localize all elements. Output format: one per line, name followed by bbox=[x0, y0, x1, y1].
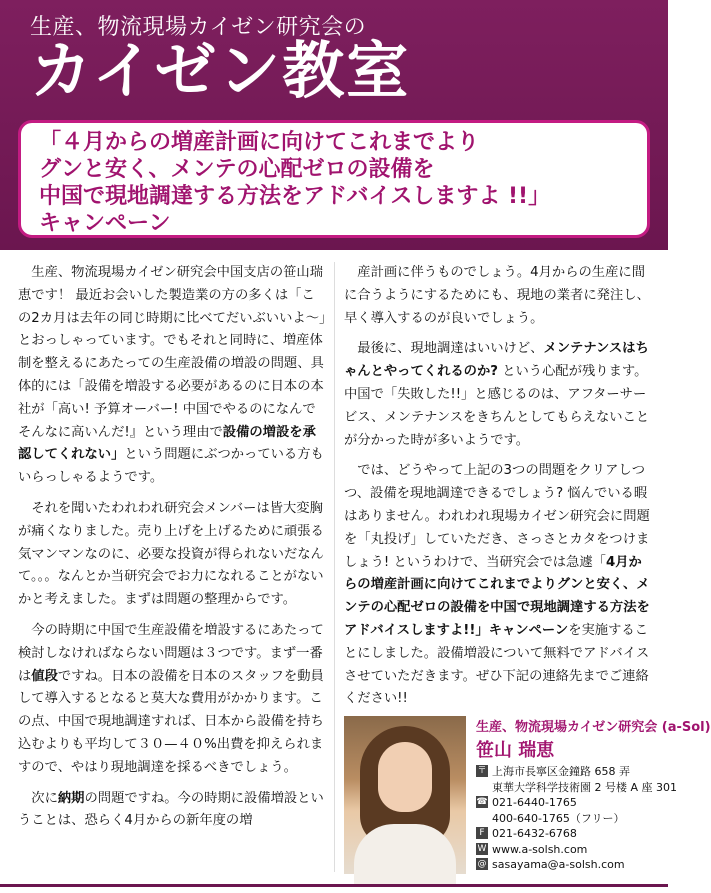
text-run: ですね。日本の設備を日本のスタッフを動員して導入するとなると莫大な費用がかかります。この点、中国で現地調達すれば、日本から設備を持ち込むよりも平均して３０—４０%出費を抑えられますので、やはり現地調達を採るべきでしょう。 bbox=[18, 668, 324, 775]
spacer-icon bbox=[476, 812, 488, 824]
bottom-rule bbox=[0, 884, 668, 887]
contact-text: sasayama@a-solsh.com bbox=[492, 858, 625, 871]
article-paragraph bbox=[18, 498, 328, 612]
bold-text: 値段 bbox=[31, 668, 58, 684]
column-divider bbox=[334, 262, 335, 872]
text-run: という心配が残ります。中国で「失敗した!!」と感じるのは、アフターサービス、メンテナンスをきちんとしてもらえないことが分かった時が多いようです。 bbox=[344, 364, 650, 448]
article-paragraph bbox=[344, 262, 654, 330]
author-name: 笹山 瑞恵 bbox=[476, 740, 555, 761]
contact-row bbox=[476, 795, 677, 811]
article-column-left bbox=[18, 262, 328, 833]
contact-row bbox=[476, 764, 677, 780]
email-icon: @ bbox=[477, 859, 487, 869]
web-icon: W bbox=[477, 843, 487, 854]
bold-text: 4月からの増産計画に向けてこれまでよりグンと安く、メンテの心配ゼロの設備を中国で現地調達する方法をアドバイスしますよ!!」キャンペーン bbox=[344, 554, 650, 638]
text-run: という問題にぶつかっている方もいらっしゃるようです。 bbox=[18, 447, 324, 486]
contact-text: 上海市長寧区金鐘路 658 弄 bbox=[492, 765, 630, 778]
article-paragraph bbox=[344, 460, 654, 711]
text-run: 生産、物流現場カイゼン研究会中国支店の笹山瑞恵です！ 最近お会いした製造業の方の多くは「この2カ月は去年の同じ時期に比べてだいぶいいよ〜」とおっしゃっています。でもそれと同時に、増産体制を整えるにあたっての生産設備の増設の問題、具体的には「設備を増設する必要があるのに日本の本社が「高い! 予算オーバー! 中国でやるのになんでそんなに高いんだ!』という理由で bbox=[18, 265, 326, 440]
campaign-line-1: 「４月からの増産計画に向けてこれまでより bbox=[39, 130, 480, 155]
address-icon: 〒 bbox=[477, 766, 487, 776]
bold-text: 設備の増設を承認してくれない」 bbox=[18, 424, 316, 463]
contact-row bbox=[476, 842, 677, 858]
article-paragraph bbox=[18, 620, 328, 780]
text-run: それを聞いたわれわれ研究会メンバーは皆大変胸が痛くなりました。売り上げを上げるために頑張る気マンマンなのに、必要な投資が得られないだなんて。。。なんとか当研究会でお力になれることがないかと考えました。まずは問題の整理からです。 bbox=[18, 500, 324, 608]
contact-text: 400-640-1765（フリー） bbox=[492, 811, 625, 825]
series-title: カイゼン教室 bbox=[30, 34, 411, 107]
text-run: 今の時期に中国で生産設備を増設するにあたって検討しなければならない問題は３つです。まず一番は bbox=[18, 622, 324, 684]
contact-text: 021-6432-6768 bbox=[492, 827, 577, 840]
article-paragraph bbox=[18, 262, 328, 490]
series-kicker: 生産、物流現場カイゼン研究会の bbox=[30, 15, 367, 40]
text-run: を実施することにしました。設備増設について無料でアドバイスさせていただきます。ぜひ下記の連絡先までご連絡ください!! bbox=[344, 622, 650, 707]
contact-text: www.a-solsh.com bbox=[492, 842, 588, 856]
text-run: では、どうやって上記の3つの問題をクリアしつつ、設備を現地調達できるでしょう? 悩んでいる暇はありません。われわれ現場カイゼン研究会に問題を「丸投げ」していただき、さっさとカタをつけましょう! というわけで、当研究会では急遽「 bbox=[344, 463, 650, 570]
contact-text: 021-6440-1765 bbox=[492, 796, 577, 809]
contact-row bbox=[476, 826, 677, 842]
campaign-line-3: 中国で現地調達する方法をアドバイスしますよ !!」 bbox=[39, 184, 551, 209]
phone-icon: ☎ bbox=[476, 797, 488, 807]
fax-icon: F bbox=[476, 827, 488, 839]
article-header bbox=[0, 0, 668, 250]
campaign-line-2: グンと安く、メンテの心配ゼロの設備を bbox=[39, 157, 435, 182]
spacer-icon bbox=[476, 781, 488, 793]
contact-row bbox=[476, 780, 677, 796]
bold-text: メンテナンスはちゃんとやってくれるのか? bbox=[344, 341, 649, 380]
article-paragraph bbox=[18, 788, 328, 834]
campaign-title-box bbox=[18, 120, 650, 238]
author-profile bbox=[344, 716, 711, 876]
contact-row bbox=[476, 811, 677, 827]
text-run: 産計画に伴うものでしょう。4月からの生産に間に合うようにするためにも、現地の業者に発注し、早く導入するのが良いでしょう。 bbox=[344, 265, 650, 326]
campaign-line-4: キャンペーン bbox=[39, 211, 171, 236]
text-run: の問題ですね。今の時期に設備増設ということは、恐らく4月からの新年度の増 bbox=[18, 790, 324, 829]
contact-row bbox=[476, 857, 677, 873]
bold-text: 納期 bbox=[57, 790, 85, 806]
author-organization: 生産、物流現場カイゼン研究会 (a-Sol) bbox=[476, 720, 711, 735]
author-photo bbox=[344, 716, 466, 874]
contact-list bbox=[476, 764, 677, 873]
text-run: 次に bbox=[31, 790, 58, 806]
article-paragraph bbox=[344, 338, 654, 452]
text-run: 最後に、現地調達はいいけど、 bbox=[357, 341, 544, 357]
contact-text: 東華大学科学技術園 2 号楼 A 座 301 bbox=[492, 780, 678, 794]
article-column-right bbox=[344, 262, 654, 711]
